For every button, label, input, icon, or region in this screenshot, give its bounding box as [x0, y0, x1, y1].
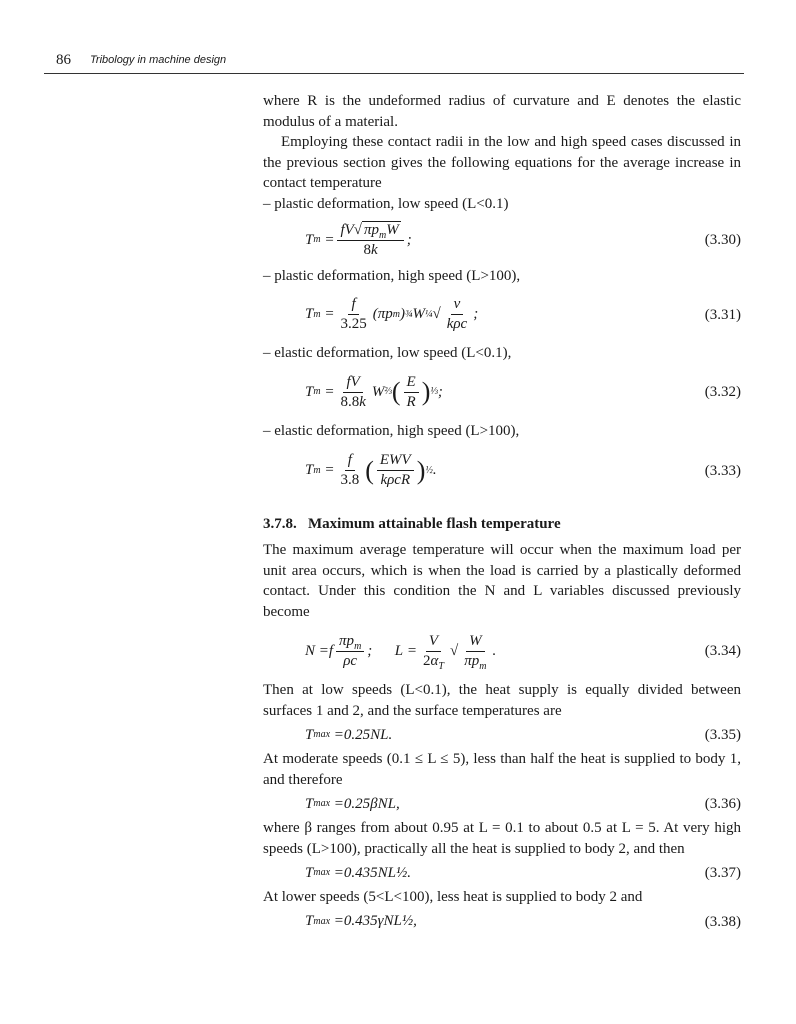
- equation-3-38-rhs: =0.435γNL½,: [333, 913, 417, 930]
- equation-number: (3.30): [704, 231, 741, 248]
- equation-number: (3.31): [704, 306, 741, 323]
- equation-3-33-body: T m = $\frac{f}{3.8}$ ( $\frac{\text{EWV}}{\text{kρcR}}$ ) ½ .: [305, 452, 437, 488]
- running-header: [44, 52, 744, 74]
- equation-3-37-body: T max =0.435NL½.: [305, 859, 411, 887]
- equation-number: (3.34): [704, 642, 741, 659]
- case-elastic-high: – elastic deformation, high speed (L>100),: [263, 423, 520, 439]
- equation-3-38: [263, 908, 741, 936]
- section-number: 3.7.8.: [263, 515, 297, 532]
- equation-3-30-body: T m = $\frac{fV√ \pi p_mW}{8k}$ ;: [305, 221, 412, 258]
- paragraph-lower-speeds: At lower speeds (5<L<100), less heat is supplied to body 2 and: [263, 889, 643, 905]
- section-heading: [263, 514, 741, 535]
- running-title: Tribology in machine design: [90, 54, 227, 66]
- equation-3-34-body: N =f $\frac{\pi p_m}{\rho c}$ ; L = $\frac{V}{2\alpha_T}$ √ $\frac{W}{\pi p_m}$ .: [305, 632, 497, 672]
- equation-3-37-rhs: =0.435NL½.: [333, 864, 411, 881]
- equation-3-32-body: T m = $\frac{fV}{8.8k}$ W ⅔ ( $\frac{E}{R}$ ) ⅓ ;: [305, 373, 443, 410]
- header-rule: [44, 73, 744, 74]
- equation-3-35-rhs: =0.25NL.: [333, 726, 393, 743]
- equation-3-38-body: T max =0.435γNL½,: [305, 908, 417, 936]
- equation-3-34: [263, 622, 741, 680]
- equation-3-32: [263, 363, 741, 421]
- paragraph-intro: Employing these contact radii in the low and high speed cases discussed in the previous section gives the following equations for the average increase in contact temperature: [263, 134, 741, 191]
- paragraph-max-temperature: The maximum average temperature will occur when the maximum load per unit area occurs, which is when the load is carried by a plastically deformed contact. Under this condition the N and L variables discussed previously become: [263, 542, 741, 620]
- equation-3-35: [263, 721, 741, 749]
- paragraph-beta-range: where β ranges from about 0.95 at L = 0.1 to about 0.5 at L = 5. At very high speeds (L>100), practically all the heat is supplied to body 2, and then: [263, 820, 741, 857]
- page-number: 86: [56, 52, 71, 68]
- equation-3-36: [263, 790, 741, 818]
- case-plastic-low: – plastic deformation, low speed (L<0.1): [263, 195, 509, 212]
- equation-3-31: [263, 287, 741, 343]
- equation-3-30: [263, 214, 741, 266]
- case-plastic-high: – plastic deformation, high speed (L>100),: [263, 268, 521, 284]
- equation-number: (3.36): [704, 795, 741, 812]
- equation-3-33: [263, 442, 741, 500]
- section-title: Maximum attainable flash temperature: [308, 515, 561, 532]
- equation-number: (3.33): [704, 462, 741, 479]
- equation-number: (3.37): [704, 864, 741, 881]
- equation-3-35-body: T max =0.25NL.: [305, 721, 392, 749]
- paragraph-low-speeds: Then at low speeds (L<0.1), the heat supply is equally divided between surfaces 1 and 2, and the surface temperatures are: [263, 682, 741, 719]
- equation-3-36-rhs: =0.25βNL,: [333, 795, 400, 812]
- equation-number: (3.32): [704, 383, 741, 400]
- page-body: [263, 91, 741, 936]
- equation-3-37: [263, 859, 741, 887]
- equation-number: (3.35): [704, 726, 741, 743]
- equation-3-31-body: T m = $\frac{f}{3.25}$ (πp m ) ¾ W ¼ √ $\frac{v}{\text{kρc}}$ ;: [305, 296, 479, 332]
- paragraph-moderate-speeds: At moderate speeds (0.1 ≤ L ≤ 5), less than half the heat is supplied to body 1, and therefore: [263, 751, 741, 788]
- paragraph-radius: where R is the undeformed radius of curvature and E denotes the elastic modulus of a material.: [263, 93, 741, 130]
- equation-number: (3.38): [704, 913, 741, 930]
- equation-3-36-body: T max =0.25βNL,: [305, 790, 400, 818]
- case-elastic-low: – elastic deformation, low speed (L<0.1),: [263, 344, 512, 361]
